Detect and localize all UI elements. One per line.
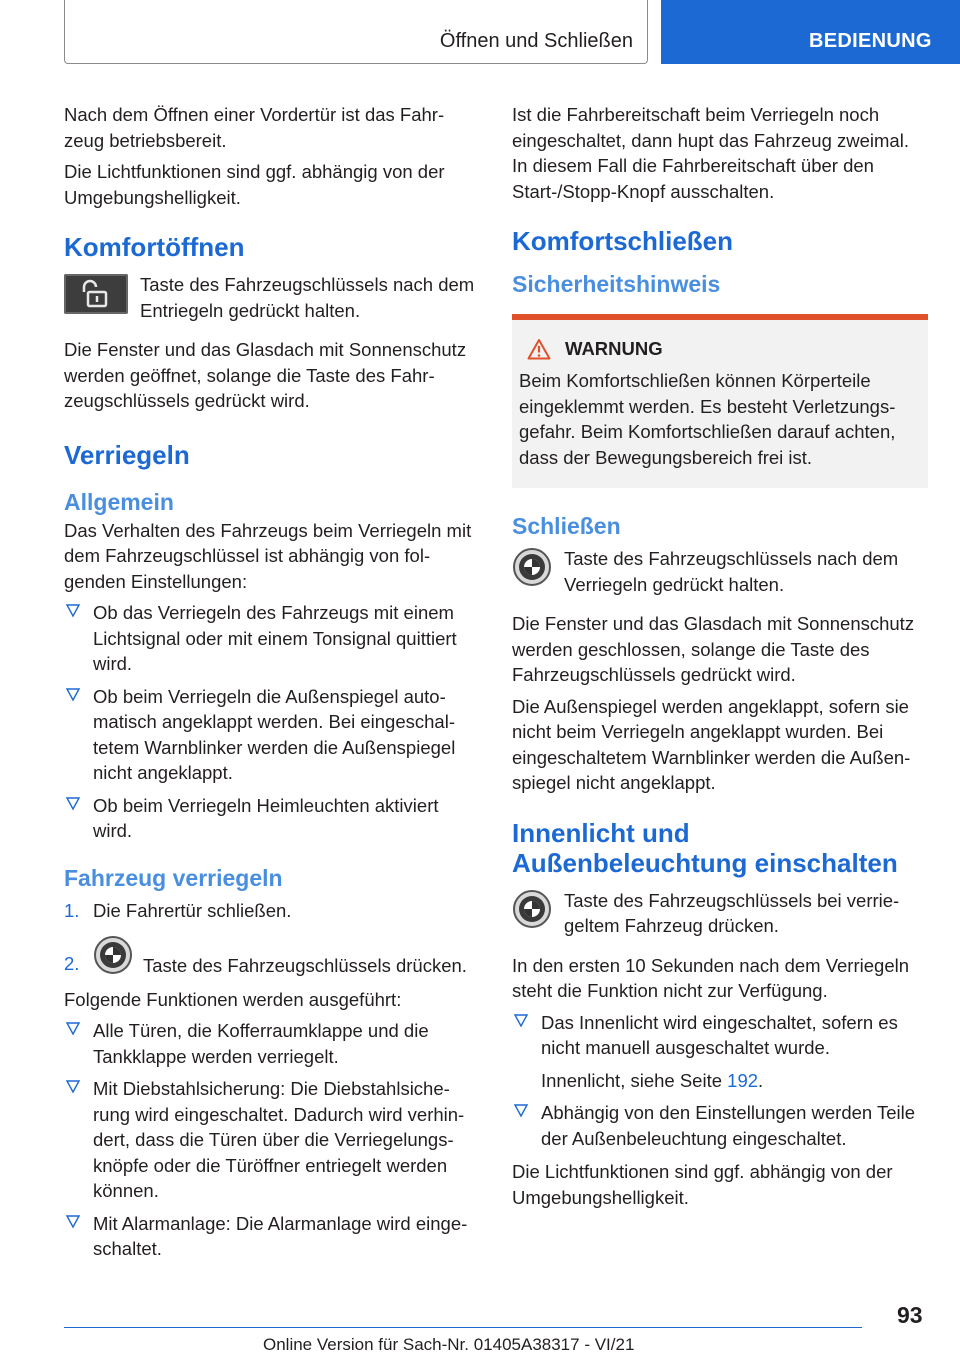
warning-triangle-icon [527, 338, 551, 360]
paragraph: Folgende Funktionen werden ausgeführt: [64, 988, 402, 1010]
list-item: Ob beim Verriegeln die Außenspiegel automatisch angeklappt werden. Bei eingeschaltetem Warnblinker werden die Außenspiegel nicht angeklappt. [64, 684, 478, 786]
bmw-key-icon [512, 889, 552, 929]
functions-list [64, 1018, 478, 1262]
bmw-key-icon [512, 547, 552, 587]
innenlicht-list [512, 1010, 928, 1152]
bmw-key-icon [93, 935, 133, 975]
key-instruction [64, 272, 478, 323]
heading-allgemein: Allgemein [64, 488, 174, 515]
header-section-tab [661, 0, 960, 64]
key-instruction-text: Taste des Fahrzeugschlüssels bei verriegeltem Fahrzeug drücken. [564, 889, 900, 936]
heading-innenlicht: Innenlicht und Außenbeleuchtung einschalten [512, 817, 898, 878]
heading-fahrzeug-verriegeln: Fahrzeug verriegeln [64, 864, 283, 891]
paragraph: Die Fenster und das Glasdach mit Sonnenschutz werden geschlossen, solange die Taste des Fahrzeugschlüssels gedrückt wird. [512, 613, 915, 685]
paragraph: Das Verhalten des Fahrzeugs beim Verriegeln mit dem Fahrzeugschlüssel ist abhängig von folgenden Einstellungen: [64, 519, 472, 592]
key-instruction [512, 546, 928, 597]
step-item: 2. Taste des Fahrzeugschlüssels drücken. [64, 939, 478, 979]
list-item: Mit Diebstahlsicherung: Die Diebstahlsicherung wird eingeschaltet. Dadurch wird verhindert, dass die Türen über die Verriegelungsknöpfe oder die Türöffner entriegelt werden können. [64, 1076, 478, 1204]
heading-sicherheitshinweis: Sicherheitshinweis [512, 271, 721, 297]
chapter-title: Öffnen und Schließen [439, 30, 633, 52]
paragraph: Nach dem Öffnen einer Vordertür ist das Fahrzeug betriebsbereit. [64, 104, 445, 151]
heading-verriegeln: Verriegeln [64, 439, 190, 470]
steps-list [64, 898, 478, 979]
settings-list [64, 600, 478, 844]
paragraph: Die Lichtfunktionen sind ggf. abhängig von der Umgebungshelligkeit. [64, 161, 445, 208]
key-instruction-text: Taste des Fahrzeugschlüssels nach dem Entriegeln gedrückt halten. [140, 274, 475, 321]
triangle-bullet-icon [66, 796, 80, 812]
list-item: Ob beim Verriegeln Heimleuchten aktiviert wird. [64, 793, 478, 844]
triangle-bullet-icon [66, 687, 80, 703]
footer-rule [64, 1327, 862, 1328]
list-item: Das Innenlicht wird eingeschaltet, sofern es nicht manuell ausgeschaltet wurde. Innenlicht, siehe Seite 192. [512, 1010, 928, 1094]
key-instruction-text: Taste des Fahrzeugschlüssels nach dem Verriegeln gedrückt halten. [564, 548, 899, 595]
right-column [512, 102, 928, 1216]
paragraph: Die Fenster und das Glasdach mit Sonnenschutz werden geöffnet, solange die Taste des Fahrzeugschlüssels gedrückt wird. [64, 339, 467, 411]
warning-text: Beim Komfortschließen können Körperteile eingeklemmt werden. Es besteht Verletzungsgefahr. Beim Komfortschließen darauf achten, dass der Bewegungsbereich frei ist. [519, 370, 896, 468]
page-number: 93 [897, 1302, 923, 1328]
unlock-icon [64, 274, 128, 314]
triangle-bullet-icon [66, 1021, 80, 1037]
header-chapter-box [64, 0, 648, 64]
triangle-bullet-icon [514, 1013, 528, 1029]
section-title: BEDIENUNG [809, 30, 932, 52]
list-item: Mit Alarmanlage: Die Alarmanlage wird eingeschaltet. [64, 1211, 478, 1262]
paragraph: Die Außenspiegel werden angeklappt, sofern sie nicht beim Verriegeln angeklappt wurden. Bei eingeschaltetem Warnblinker werden die Außenspiegel nicht angeklappt. [512, 695, 911, 793]
paragraph: Die Lichtfunktionen sind ggf. abhängig von der Umgebungshelligkeit. [512, 1161, 893, 1208]
cross-reference: Innenlicht, siehe Seite 192. [541, 1069, 764, 1091]
paragraph: Ist die Fahrbereitschaft beim Verriegeln noch eingeschaltet, dann hupt das Fahrzeug zweimal. In diesem Fall die Fahrbereitschaft über den Start-/Stopp-Knopf ausschalten. [512, 104, 909, 202]
heading-komfortoeffnen: Komfortöffnen [64, 232, 245, 262]
heading-komfortschliessen: Komfortschließen [512, 226, 734, 256]
heading-schliessen: Schließen [512, 513, 621, 539]
warning-box [512, 314, 928, 488]
page-link[interactable]: 192 [727, 1069, 759, 1091]
step-item: 1. Die Fahrertür schließen. [64, 899, 292, 921]
triangle-bullet-icon [514, 1103, 528, 1119]
list-item: Ob das Verriegeln des Fahrzeugs mit einem Lichtsignal oder mit einem Tonsignal quittiert wird. [64, 600, 478, 677]
triangle-bullet-icon [66, 1079, 80, 1095]
list-item: Abhängig von den Einstellungen werden Teile der Außenbeleuchtung eingeschaltet. [512, 1100, 928, 1151]
left-column [64, 102, 478, 1270]
key-instruction [512, 888, 928, 939]
list-item: Alle Türen, die Kofferraumklappe und die Tankklappe werden verriegelt. [64, 1018, 478, 1069]
triangle-bullet-icon [66, 1214, 80, 1230]
warning-title: WARNUNG [565, 338, 663, 359]
triangle-bullet-icon [66, 603, 80, 619]
footer-version: Online Version für Sach-Nr. 01405A38317 - VI/21 [263, 1335, 635, 1354]
paragraph: In den ersten 10 Sekunden nach dem Verriegeln steht die Funktion nicht zur Verfügung. [512, 954, 910, 1001]
